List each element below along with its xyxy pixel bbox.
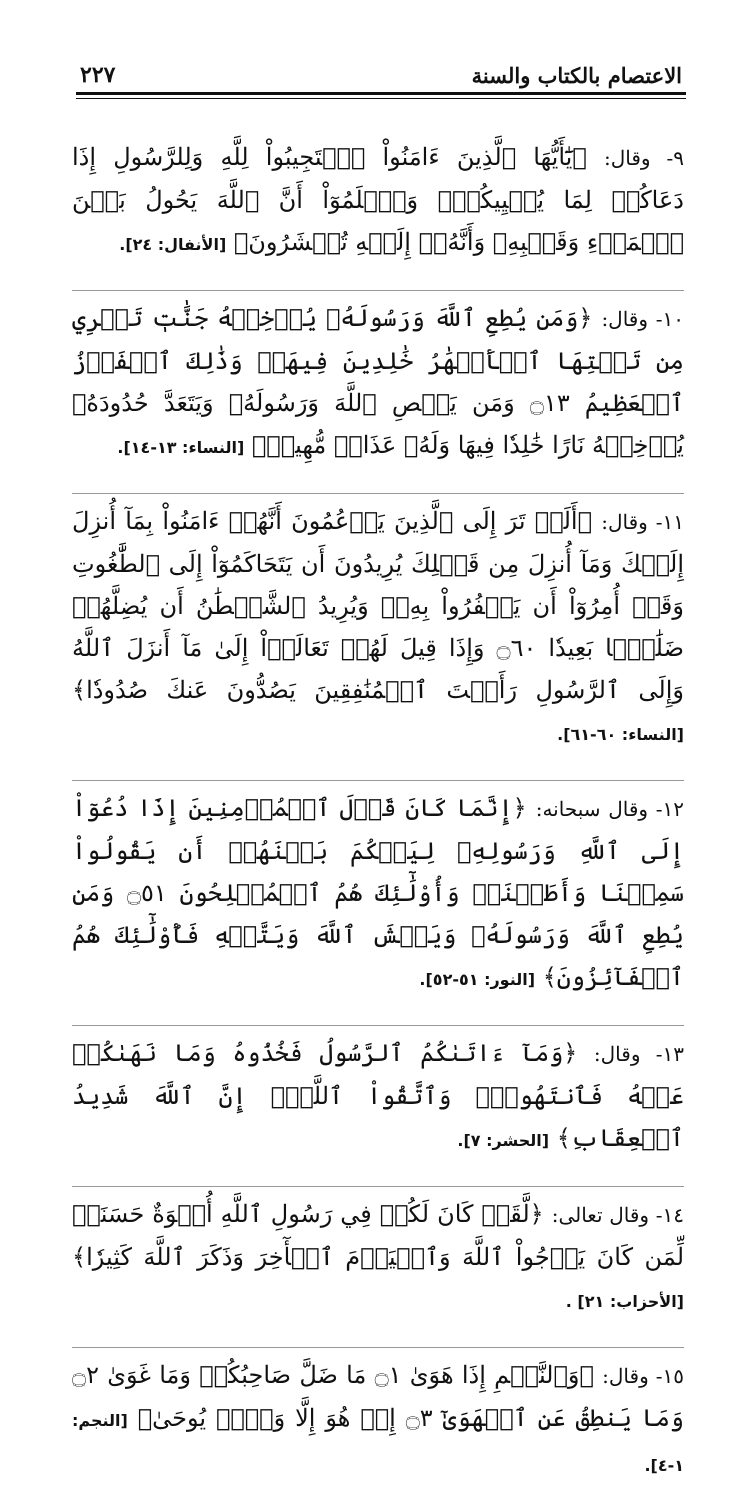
item-11 xyxy=(72,493,684,756)
item-prefix: ١٥- وقال: xyxy=(602,1364,684,1388)
page-body xyxy=(72,112,684,1501)
verse-reference: [النجم: ١-٤]. xyxy=(72,1411,684,1475)
page-number: ٢٢٧ xyxy=(80,62,116,88)
item-10 xyxy=(72,290,684,469)
verse-reference: [الأحزاب: ٢١] . xyxy=(565,1292,684,1311)
page-header xyxy=(80,56,682,88)
item-prefix: ١٢- وقال سبحانه: xyxy=(535,797,685,821)
item-prefix: ١٣- وقال: xyxy=(593,1042,684,1066)
chapter-title: الاعتصام بالكتاب والسنة xyxy=(471,63,682,88)
verse-text: ﴿أَلَمۡ تَرَ إِلَى ٱلَّذِينَ يَزۡعُمُونَ أَنَّهُمۡ ءَامَنُواْ بِمَآ أُنزِلَ إِلَيۡكَ وَمَآ أُنزِلَ مِن قَبۡلِكَ يُرِيدُونَ أَن يَتَحَاكَمُوٓاْ إِلَى ٱلطَّٰغُوتِ وَقَدۡ أُمِرُوٓاْ أَن يَكۡفُرُواْ بِهِۦۖ وَيُرِيدُ ٱلشَّيۡطَٰنُ أَن يُضِلَّهُمۡ ضَلَٰلَۢا بَعِيدٗا ۝٦٠ وَإِذَا قِيلَ لَهُمۡ تَعَالَوۡاْ إِلَىٰ مَآ أَنزَلَ ٱللَّهُ وَإِلَى ٱلرَّسُولِ رَأَيۡتَ ٱلۡمُنَٰفِقِينَ يَصُدُّونَ عَنكَ صُدُودٗا﴾ xyxy=(72,507,684,704)
verse-text: ﴿لَّقَدۡ كَانَ لَكُمۡ فِي رَسُولِ ٱللَّهِ أُسۡوَةٌ حَسَنَةٞ لِّمَن كَانَ يَرۡجُواْ ٱللَّهَ وَٱلۡيَوۡمَ ٱلۡأٓخِرَ وَذَكَرَ ٱللَّهَ كَثِيرٗا﴾ xyxy=(72,1200,684,1271)
header-rule xyxy=(76,92,686,95)
item-12 xyxy=(72,780,684,1001)
verse-reference: [النساء: ١٣-١٤]. xyxy=(117,438,245,457)
header-rule-thin xyxy=(76,98,686,99)
verse-text: ﴿وَٱلنَّجۡمِ إِذَا هَوَىٰ ۝١ مَا ضَلَّ صَاحِبُكُمۡ وَمَا غَوَىٰ ۝٢ وَمَا يَنطِقُ عَنِ ٱلۡهَوَىٰٓ ۝٣ إِنۡ هُوَ إِلَّا وَحۡيٞ يُوحَىٰ﴾ xyxy=(72,1361,684,1432)
verse-reference: [النور: ٥١-٥٢]. xyxy=(419,970,536,989)
item-14 xyxy=(72,1186,684,1323)
item-9 xyxy=(72,136,684,266)
item-13 xyxy=(72,1025,684,1162)
verse-text: ﴿وَمَن يُطِعِ ٱللَّهَ وَرَسُولَهُۥ يُدۡخِلۡهُ جَنَّٰتٖ تَجۡرِي مِن تَحۡتِهَا ٱلۡأَنۡهَٰرُ خَٰلِدِينَ فِيهَاۚ وَذَٰلِكَ ٱلۡفَوۡزُ ٱلۡعَظِيمُ ۝١٣ وَمَن يَعۡصِ ٱللَّهَ وَرَسُولَهُۥ وَيَتَعَدَّ حُدُودَهُۥ يُدۡخِلۡهُ نَارًا خَٰلِدٗا فِيهَا وَلَهُۥ عَذَابٞ مُّهِينٞ﴾ xyxy=(72,304,685,459)
item-15 xyxy=(72,1347,684,1487)
verse-reference: [الأنفال: ٢٤]. xyxy=(119,235,227,254)
item-prefix: ١٠- وقال: xyxy=(601,307,684,331)
verse-text: ﴿يَٰٓأَيُّهَا ٱلَّذِينَ ءَامَنُواْ ٱسۡتَجِيبُواْ لِلَّهِ وَلِلرَّسُولِ إِذَا دَعَاكُمۡ لِمَا يُحۡيِيكُمۡۖ وَٱعۡلَمُوٓاْ أَنَّ ٱللَّهَ يَحُولُ بَيۡنَ ٱلۡمَرۡءِ وَقَلۡبِهِۦ وَأَنَّهُۥٓ إِلَيۡهِ تُحۡشَرُونَ﴾ xyxy=(72,143,684,256)
item-prefix: ٩- وقال: xyxy=(603,146,684,170)
verse-text: ﴿إِنَّمَا كَانَ قَوۡلَ ٱلۡمُؤۡمِنِينَ إِذَا دُعُوٓاْ إِلَى ٱللَّهِ وَرَسُولِهِۦ لِيَحۡكُمَ بَيۡنَهُمۡ أَن يَقُولُواْ سَمِعۡنَا وَأَطَعۡنَاۚ وَأُوْلَٰٓئِكَ هُمُ ٱلۡمُفۡلِحُونَ ۝٥١ وَمَن يُطِعِ ٱللَّهَ وَرَسُولَهُۥ وَيَخۡشَ ٱللَّهَ وَيَتَّقۡهِ فَأُوْلَٰٓئِكَ هُمُ ٱلۡفَآئِزُونَ﴾ xyxy=(72,794,684,991)
item-prefix: ١٤- وقال تعالى: xyxy=(551,1203,684,1227)
item-prefix: ١١- وقال: xyxy=(601,510,684,534)
verse-text: ﴿وَمَآ ءَاتَىٰكُمُ ٱلرَّسُولُ فَخُذُوهُ وَمَا نَهَىٰكُمۡ عَنۡهُ فَٱنتَهُواْۚ وَٱتَّقُواْ ٱللَّهَۖ إِنَّ ٱللَّهَ شَدِيدُ ٱلۡعِقَابِ﴾ xyxy=(72,1039,684,1152)
verse-reference: [النساء: ٦٠-٦١]. xyxy=(557,725,684,744)
verse-reference: [الحشر: ٧]. xyxy=(457,1131,550,1150)
